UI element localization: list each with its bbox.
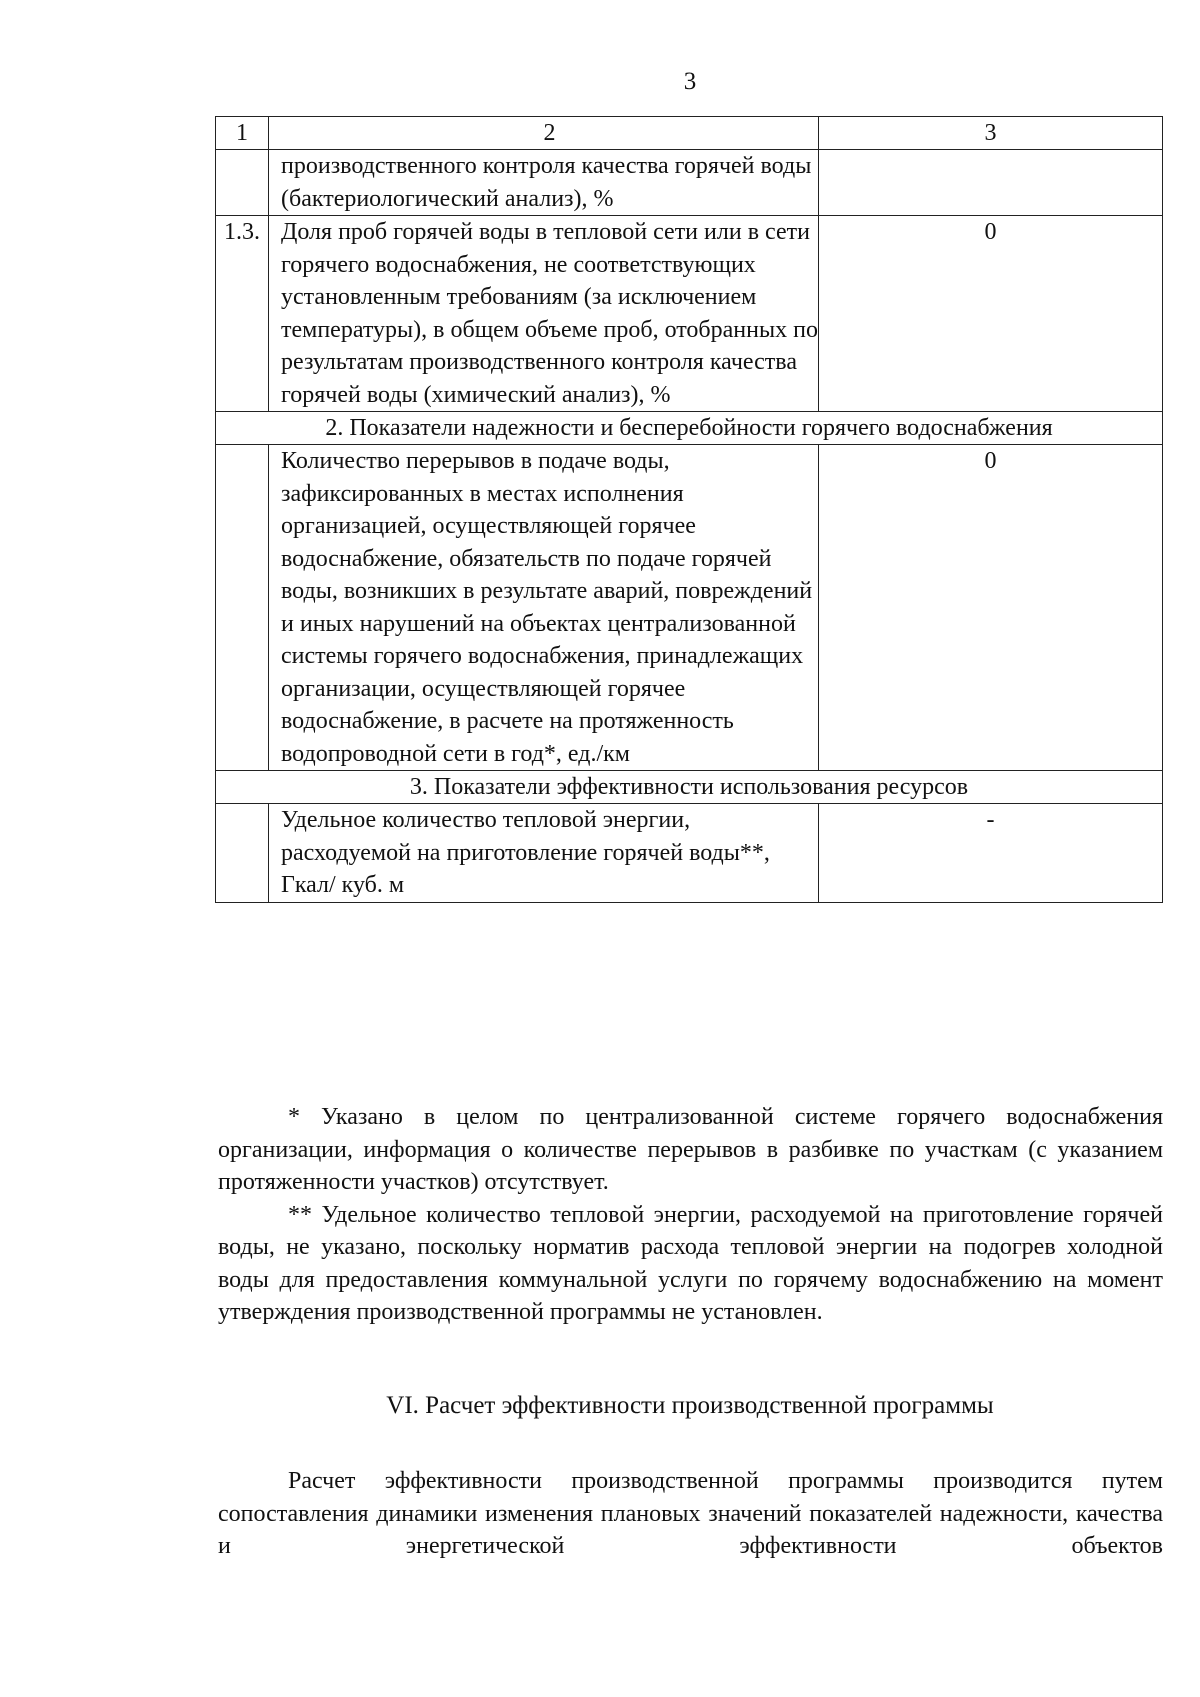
header-cell-3: 3 <box>819 117 1163 150</box>
header-cell-1: 1 <box>216 117 269 150</box>
body-paragraph: Расчет эффективности производственной программы производится путем сопоставления динамики изменения плановых значений показателей надежности, качества и энергетической эффективности объектов <box>218 1468 1163 1559</box>
table-row <box>216 804 1163 903</box>
table-section-row <box>216 412 1163 445</box>
row-value: - <box>819 804 1163 903</box>
page-number: 3 <box>683 68 697 95</box>
table-header-row <box>216 117 1163 150</box>
header-cell-2: 2 <box>269 117 819 150</box>
table-row <box>216 150 1163 216</box>
table-section-row <box>216 771 1163 804</box>
row-number <box>216 804 269 903</box>
row-number <box>216 445 269 771</box>
row-value: 0 <box>819 216 1163 412</box>
footnotes <box>218 1101 1163 1329</box>
row-indicator-text: Количество перерывов в подаче воды, зафиксированных в местах исполнения организацией, осуществляющей горячее водоснабжение, обязательств по подаче горячей воды, возникших в результате аварий, повреждений и иных нарушений на объектах централизованной системы горячего водоснабжения, принадлежащих организации, осуществляющей горячее водоснабжение, в расчете на протяженность водопроводной сети в год*, ед./км <box>269 445 819 771</box>
row-number: 1.3. <box>216 216 269 412</box>
table-row <box>216 216 1163 412</box>
section-heading: 2. Показатели надежности и бесперебойности горячего водоснабжения <box>216 412 1163 445</box>
row-number <box>216 150 269 216</box>
section-heading: 3. Показатели эффективности использования ресурсов <box>216 771 1163 804</box>
indicators-table <box>215 116 1163 903</box>
footnote-2: ** Удельное количество тепловой энергии, расходуемой на приготовление горячей воды, не указано, поскольку норматив расхода тепловой энергии на подогрев холодной воды для предоставления коммунальной услуги по горячему водоснабжению на момент утверждения производственной программы не установлен. <box>218 1201 1163 1325</box>
footnote-1: * Указано в целом по централизованной системе горячего водоснабжения организации, информация о количестве перерывов в разбивке по участкам (с указанием протяженности участков) отсутствует. <box>218 1104 1163 1195</box>
row-indicator-text: Доля проб горячей воды в тепловой сети или в сети горячего водоснабжения, не соответствующих установленным требованиям (за исключением температуры), в общем объеме проб, отобранных по результатам производственного контроля качества горячей воды (химический анализ), % <box>269 216 819 412</box>
row-value <box>819 150 1163 216</box>
section-title: VI. Расчет эффективности производственной программы <box>386 1392 994 1419</box>
row-indicator-text: производственного контроля качества горячей воды (бактериологический анализ), % <box>269 150 819 216</box>
row-value: 0 <box>819 445 1163 771</box>
table-row <box>216 445 1163 771</box>
row-indicator-text: Удельное количество тепловой энергии, расходуемой на приготовление горячей воды**, Гкал/ куб. м <box>269 804 819 903</box>
